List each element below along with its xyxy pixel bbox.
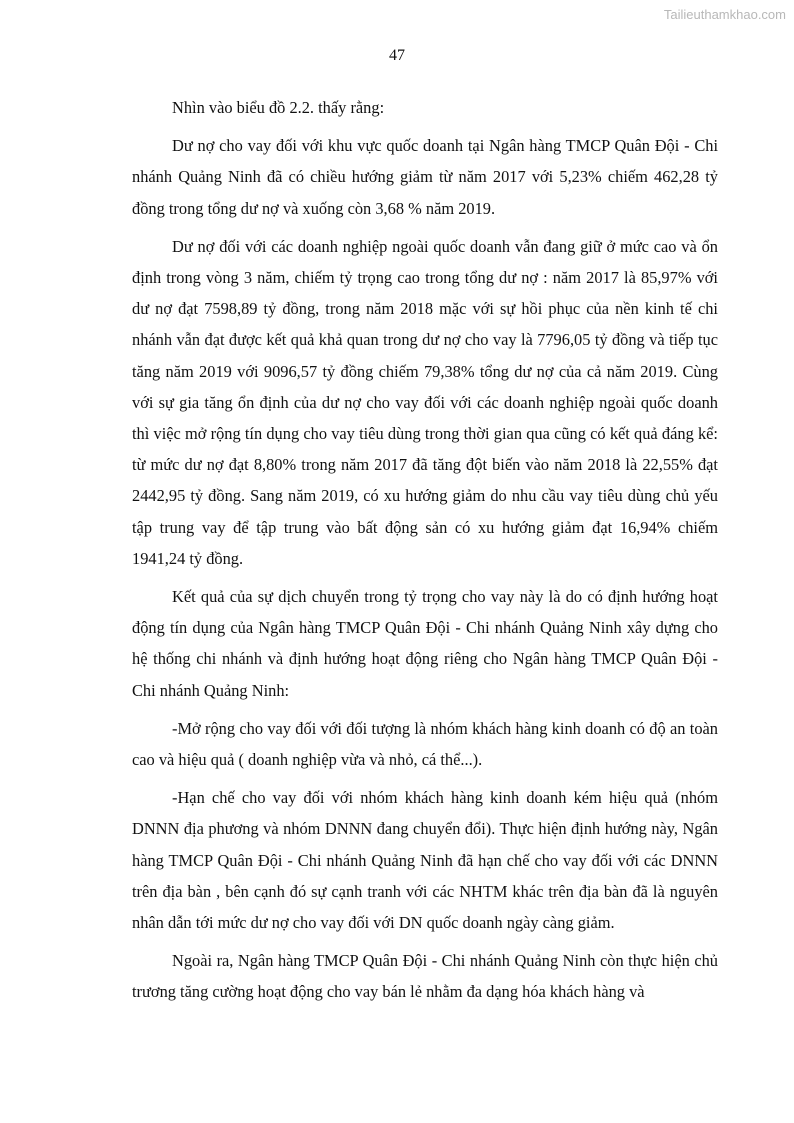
paragraph-orientation: Kết quả của sự dịch chuyển trong tỷ trọng cho vay này là do có định hướng hoạt động tín dụng của Ngân hàng TMCP Quân Đội - Chi nhánh Quảng Ninh xây dựng cho hệ thống chi nhánh và định hướng hoạt động riêng cho Ngân hàng TMCP Quân Đội - Chi nhánh Quảng Ninh: <box>132 587 718 700</box>
paragraph-retail-lending: Ngoài ra, Ngân hàng TMCP Quân Đội - Chi nhánh Quảng Ninh còn thực hiện chủ trương tăng cường hoạt động cho vay bán lẻ nhằm đa dạng hóa khách hàng và <box>132 951 718 1002</box>
watermark-text: Tailieuthamkhao.com <box>663 7 786 22</box>
paragraph-non-state-sector: Dư nợ đối với các doanh nghiệp ngoài quốc doanh vẫn đang giữ ở mức cao và ổn định trong vòng 3 năm, chiếm tỷ trọng cao trong tổng dư nợ : năm 2017 là 85,97% với dư nợ đạt 7598,89 tỷ đồng, trong năm 2018 mặc với sự hồi phục của nền kinh tế chi nhánh vẫn đạt được kết quả khả quan trong dư nợ cho vay là 7796,05 tỷ đồng và tiếp tục tăng năm 2019 với 9096,57 tỷ đồng chiếm 79,38% tổng dư nợ của cả năm 2019. Cùng với sự gia tăng ổn định của dư nợ cho vay đối với các doanh nghiệp ngoài quốc doanh thì việc mở rộng tín dụng cho vay tiêu dùng trong thời gian qua cũng có kết quả đáng kể: từ mức dư nợ đạt 8,80% trong năm 2017 đã tăng đột biến vào năm 2018 là 22,55% đạt 2442,95 tỷ đồng. Sang năm 2019, có xu hướng giảm do nhu cầu vay tiêu dùng chủ yếu tập trung vay để tập trung vào bất động sản có xu hướng giảm đạt 16,94% chiếm 1941,24 tỷ đồng. <box>132 236 718 568</box>
paragraph-expand-lending: -Mở rộng cho vay đối với đối tượng là nhóm khách hàng kinh doanh có độ an toàn cao và hiệu quả ( doanh nghiệp vừa và nhỏ, cá thể...). <box>132 718 718 770</box>
paragraph-limit-lending: -Hạn chế cho vay đối với nhóm khách hàng kinh doanh kém hiệu quả (nhóm DNNN địa phương và nhóm DNNN đang chuyển đổi). Thực hiện định hướng này, Ngân hàng TMCP Quân Đội - Chi nhánh Quảng Ninh đã hạn chế cho vay đối với các DNNN trên địa bàn , bên cạnh đó sự cạnh tranh với các NHTM khác trên địa bàn đã là nguyên nhân dẫn tới mức dư nợ cho vay đối với DN quốc doanh ngày càng giảm. <box>132 788 718 933</box>
paragraph-intro: Nhìn vào biểu đồ 2.2. thấy rằng: <box>172 98 385 117</box>
document-body <box>132 92 718 1015</box>
paragraph-state-sector: Dư nợ cho vay đối với khu vực quốc doanh tại Ngân hàng TMCP Quân Đội - Chi nhánh Quảng Ninh đã có chiều hướng giảm từ năm 2017 với 5,23% chiếm 462,28 tỷ đồng trong tổng dư nợ và xuống còn 3,68 % năm 2019. <box>132 136 718 218</box>
page-number: 47 <box>389 47 405 64</box>
